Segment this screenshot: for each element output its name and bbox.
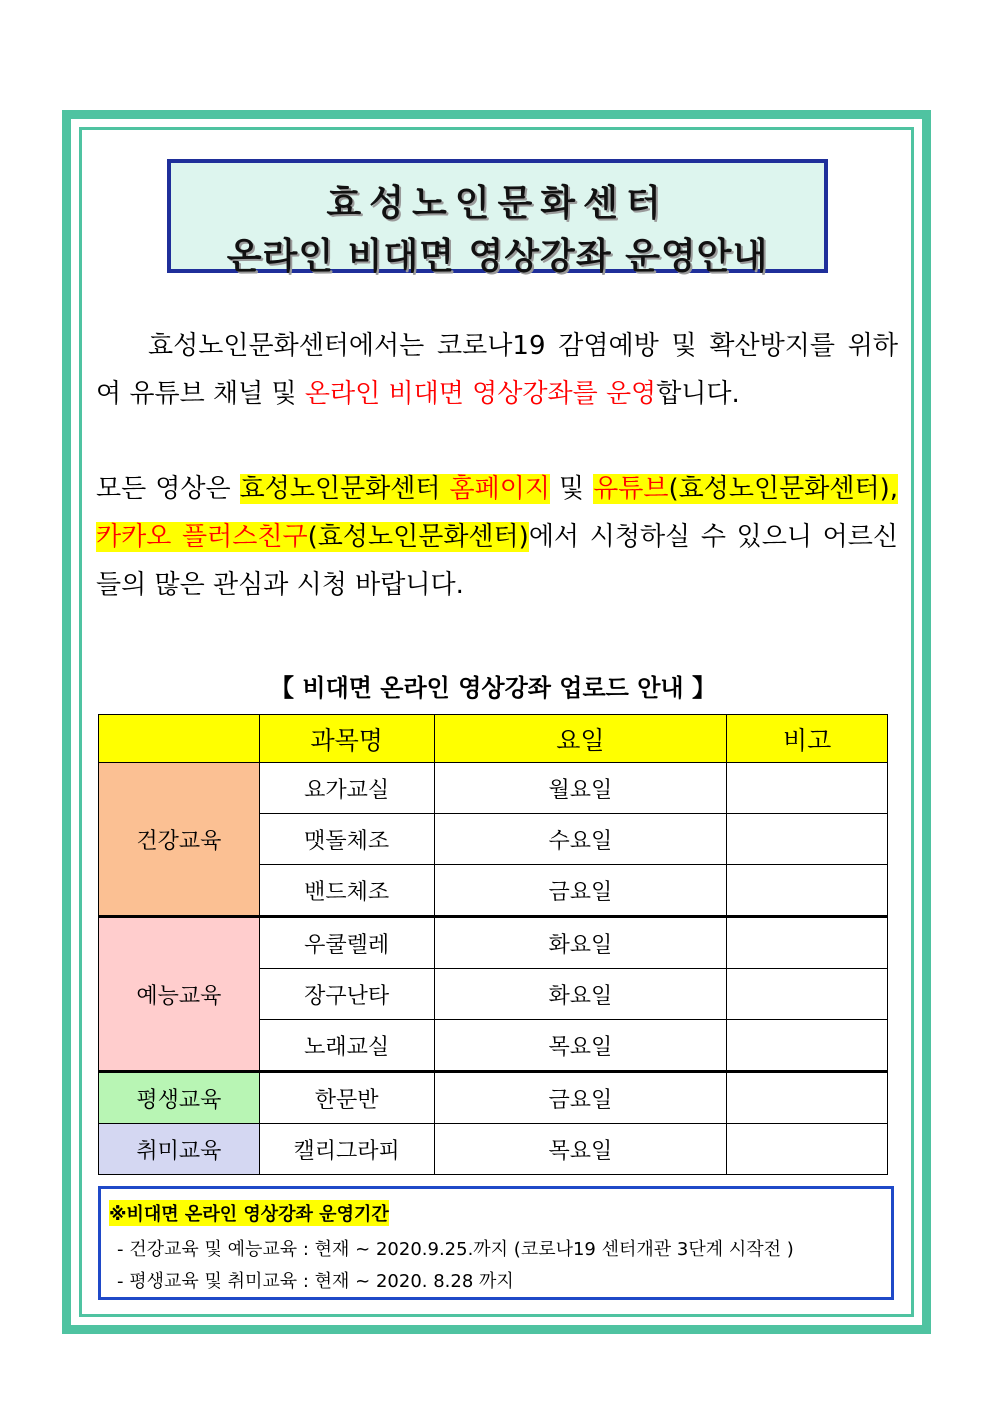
- youtube-channel: (효성노인문화센터),: [668, 474, 898, 504]
- day-cell: 화요일: [434, 917, 727, 969]
- title-line-2: 온라인 비대면 영상강좌 운영안내: [226, 236, 769, 277]
- subject-cell: 요가교실: [259, 763, 434, 814]
- note-cell: [727, 917, 888, 969]
- notice-line-2: - 평생교육 및 취미교육 : 현재 ~ 2020. 8.28 까지: [117, 1271, 514, 1292]
- kakao-label: 카카오 플러스친구: [96, 522, 308, 552]
- note-cell: [727, 1072, 888, 1124]
- table-row: [99, 763, 888, 814]
- subject-cell: 노래교실: [259, 1020, 434, 1072]
- subject-cell: 캘리그라피: [259, 1124, 434, 1175]
- notice-line-1: - 건강교육 및 예능교육 : 현재 ~ 2020.9.25.까지 (코로나19 센터개관 3단계 시작전 ): [117, 1239, 794, 1260]
- title-line-1: 효성노인문화센터: [326, 183, 669, 224]
- group-cell-health: 건강교육: [99, 763, 260, 917]
- group-cell-lifelong: 평생교육: [99, 1072, 260, 1124]
- title-box: [167, 159, 828, 277]
- subject-cell: 밴드체조: [259, 865, 434, 917]
- day-cell: 월요일: [434, 763, 727, 814]
- header-category: [99, 715, 260, 763]
- center-name: 효성노인문화센터: [239, 474, 450, 504]
- youtube-label: 유튜브: [593, 474, 669, 504]
- day-cell: 수요일: [434, 814, 727, 865]
- schedule-table: [98, 714, 888, 1175]
- note-cell: [727, 969, 888, 1020]
- day-cell: 금요일: [434, 865, 727, 917]
- viewing-paragraph: [96, 465, 898, 609]
- intro-highlight: 온라인 비대면 영상강좌를 운영: [304, 379, 657, 409]
- kakao-highlight: [96, 522, 529, 552]
- notice-heading: ※비대면 온라인 영상강좌 운영기간: [109, 1200, 389, 1226]
- note-cell: [727, 1020, 888, 1072]
- intro-tail: 합니다.: [656, 379, 740, 409]
- homepage-highlight: [240, 474, 550, 504]
- note-cell: [727, 763, 888, 814]
- homepage-label: 홈페이지: [449, 474, 550, 504]
- group-cell-hobby: 취미교육: [99, 1124, 260, 1175]
- intro-paragraph: [96, 322, 898, 418]
- table-header-row: [99, 715, 888, 763]
- day-cell: 목요일: [434, 1020, 727, 1072]
- day-cell: 금요일: [434, 1072, 727, 1124]
- group-cell-arts: 예능교육: [99, 917, 260, 1072]
- table-title: 【 비대면 온라인 영상강좌 업로드 안내 】: [270, 674, 716, 702]
- note-cell: [727, 814, 888, 865]
- youtube-highlight: [593, 474, 898, 504]
- header-day: 요일: [434, 715, 727, 763]
- intro-text: 효성노인문화센터에서는 코로나19 감염예방 및 확산방지를 위하여 유튜브 채널 및: [96, 331, 898, 409]
- viewing-lead: 모든 영상은: [96, 474, 240, 504]
- table-row: [99, 917, 888, 969]
- operation-period-notice: [98, 1186, 894, 1300]
- note-cell: [727, 1124, 888, 1175]
- subject-cell: 맷돌체조: [259, 814, 434, 865]
- day-cell: 목요일: [434, 1124, 727, 1175]
- subject-cell: 장구난타: [259, 969, 434, 1020]
- table-row: [99, 1072, 888, 1124]
- viewing-tail: 에서 시청하실 수 있으니 어르신들의 많은 관심과 시청 바랍니다.: [96, 522, 898, 600]
- kakao-channel: (효성노인문화센터): [307, 522, 529, 552]
- day-cell: 화요일: [434, 969, 727, 1020]
- note-cell: [727, 865, 888, 917]
- table-row: [99, 1124, 888, 1175]
- subject-cell: 우쿨렐레: [259, 917, 434, 969]
- and-text: 및: [550, 474, 594, 504]
- header-subject: 과목명: [259, 715, 434, 763]
- subject-cell: 한문반: [259, 1072, 434, 1124]
- header-note: 비고: [727, 715, 888, 763]
